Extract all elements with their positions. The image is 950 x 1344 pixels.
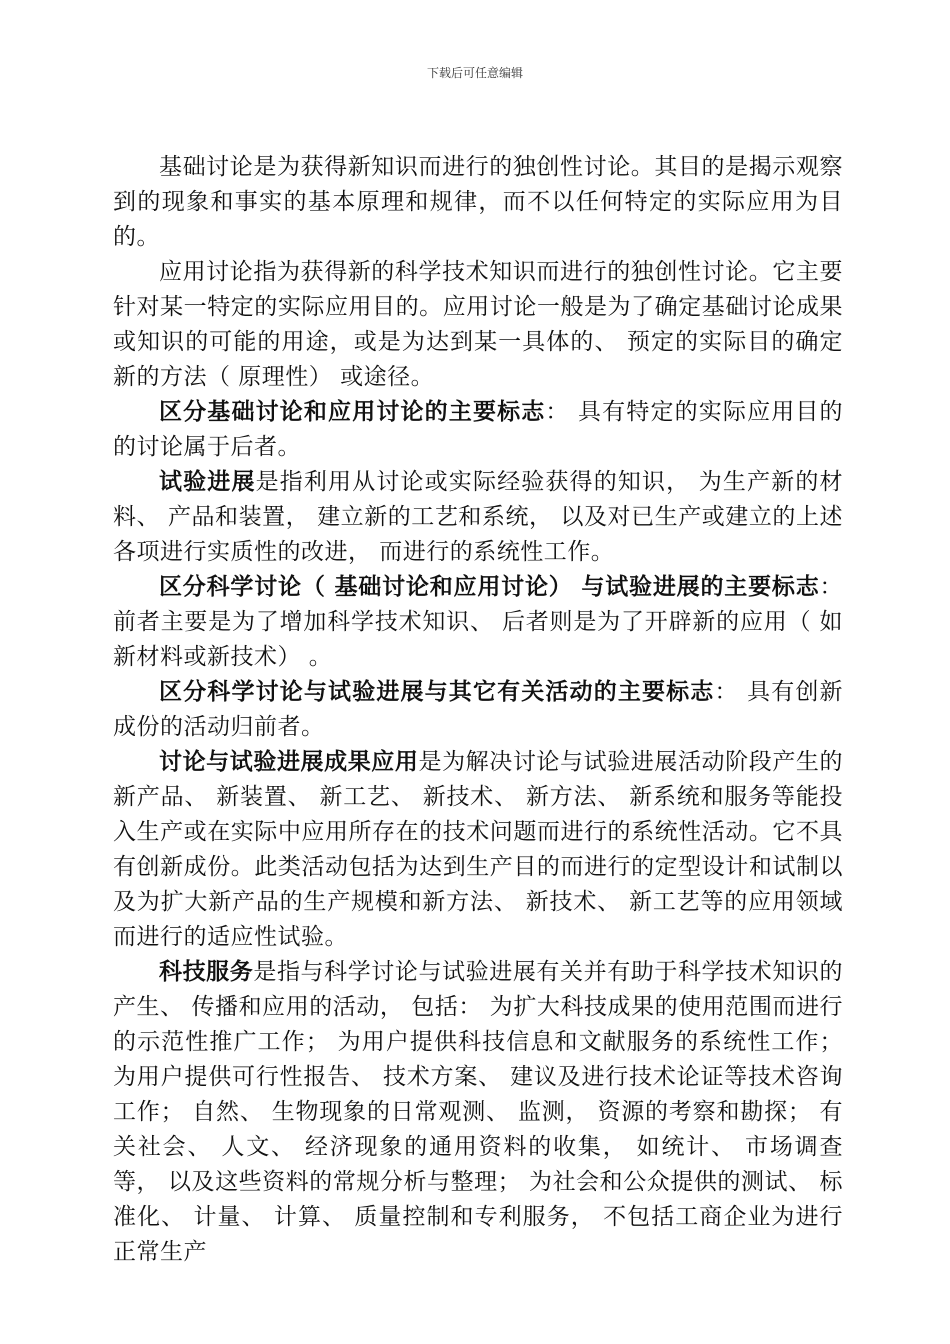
paragraph-lead: 区分基础讨论和应用讨论的主要标志 [159, 399, 546, 425]
paragraph-lead: 区分科学讨论与试验进展与其它有关活动的主要标志 [159, 679, 715, 705]
paragraph-text: 是为解决讨论与试验进展活动阶段产生的新产品、 新装置、 新工艺、 新技术、 新方法、 新系统和服务等能投入生产或在实际中应用所存在的技术问题而进行的系统性活动。它不具有创新成份。此类活动包括为达到生产目的而进行的定型设计和试制以及为扩大新产品的生产规模和新方法、 新技术、 新工艺等的应用领域而进行的适应性试验。 [113, 749, 844, 950]
paragraph-distinguish-other-activities [113, 675, 843, 745]
paragraph-text: 基础讨论是为获得新知识而进行的独创性讨论。其目的是揭示观察到的现象和事实的基本原理和规律，而不以任何特定的实际应用为目的。 [113, 154, 843, 250]
paragraph-applied-research [113, 255, 843, 395]
paragraph-lead: 讨论与试验进展成果应用 [159, 749, 419, 775]
paragraph-tech-services [113, 955, 843, 1270]
paragraph-lead: 区分科学讨论（ 基础讨论和应用讨论） 与试验进展的主要标志 [159, 574, 820, 600]
page-header: 下载后可任意编辑 [426, 66, 523, 80]
paragraph-lead: 试验进展 [159, 469, 256, 495]
paragraph-text: 是指与科学讨论与试验进展有关并有助于科学技术知识的产生、 传播和应用的活动， 包括： 为扩大科技成果的使用范围而进行的示范性推广工作； 为用户提供科技信息和文献服务的系统性工作； 为用户提供可行性报告、 技术方案、 建议及进行技术论证等技术咨询工作； 自然、 生物现象的日常观测、 监测， 资源的考察和勘探； 有关社会、 人文、 经济现象的通用资料的收集， 如统计、 市场调查等， 以及这些资料的常规分析与整理； 为社会和公众提供的测试、 标准化、 计量、 计算、 质量控制和专利服务， 不包括工商企业为进行正常生产 [113, 959, 844, 1265]
paragraph-text: ： 前者主要是为了增加科学技术知识、 后者则是为了开辟新的应用（ 如新材料或新技术） 。 [113, 574, 843, 670]
paragraph-distinguish-research-development [113, 570, 843, 675]
paragraph-text: 应用讨论指为获得新的科学技术知识而进行的独创性讨论。它主要针对某一特定的实际应用目的。应用讨论一般是为了确定基础讨论成果或知识的可能的用途，或是为达到某一具体的、 预定的实际目的确定新的方法（ 原理性） 或途径。 [113, 259, 843, 390]
paragraph-lead: 科技服务 [159, 959, 254, 985]
paragraph-text: ： 具有创新成份的活动归前者。 [113, 679, 844, 740]
paragraph-text: 是指利用从讨论或实际经验获得的知识， 为生产新的材料、 产品和装置， 建立新的工艺和系统， 以及对已生产或建立的上述各项进行实质性的改进， 而进行的系统性工作。 [113, 469, 844, 565]
paragraph-results-application [113, 745, 843, 955]
paragraph-experimental-development [113, 465, 843, 570]
paragraph-distinguish-basic-applied [113, 395, 843, 465]
paragraph-text: ： 具有特定的实际应用目的的讨论属于后者。 [113, 399, 844, 460]
document-body [113, 150, 843, 1270]
paragraph-basic-research [113, 150, 843, 255]
